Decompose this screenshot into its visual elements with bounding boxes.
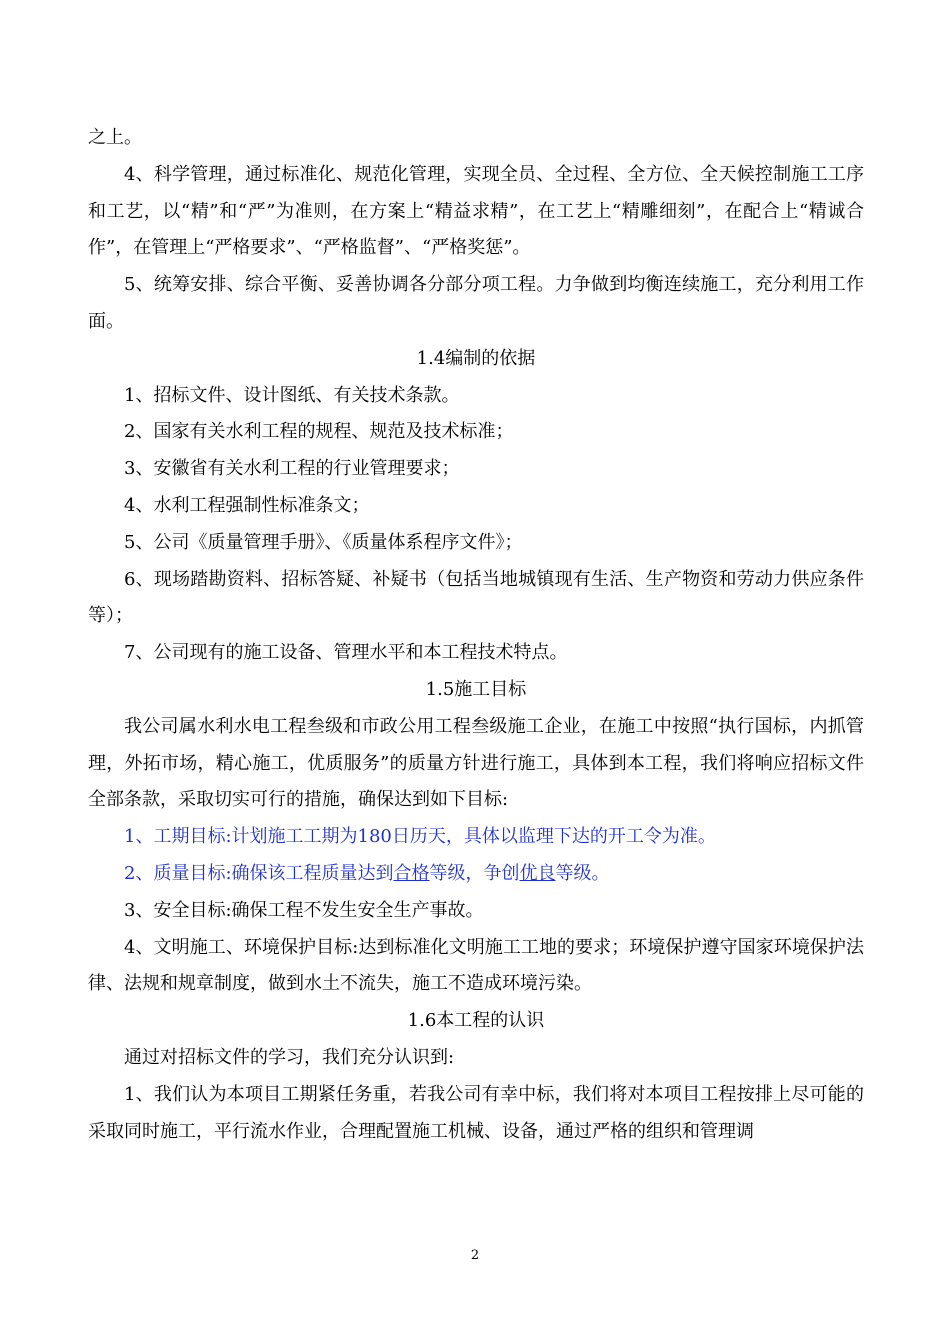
page-number: 2 [470, 1248, 480, 1263]
goal-quality-text-a: 2、质量目标:确保该工程质量达到 [124, 862, 394, 884]
goal-schedule: 1、工期目标:计划施工工期为180日历天，具体以监理下达的开工令为准。 [124, 826, 716, 848]
goal-quality-text-b: 等级，争创 [429, 862, 520, 884]
goals-intro: 我公司属水利水电工程叁级和市政公用工程叁级施工企业，在施工中按照“执行国标，内抓管理，外拓市场，精心施工，优质服务”的质量方针进行施工，具体到本工程，我们将响应招标文件全部条款，采取切实可行的措施，确保达到如下目标: [88, 715, 864, 811]
goal-quality-grade-qualified: 合格 [393, 862, 430, 884]
basis-item-5: 5、公司《质量管理手册》、《质量体系程序文件》； [124, 531, 523, 553]
basis-item-2: 2、国家有关水利工程的规程、规范及技术标准； [124, 421, 514, 443]
goal-quality [88, 856, 864, 893]
basis-item-3: 3、安徽省有关水利工程的行业管理要求； [124, 458, 460, 480]
understanding-item-1: 1、我们认为本项目工期紧任务重，若我公司有幸中标，我们将对本项目工程按排上尽可能的采取同时施工，平行流水作业，合理配置施工机械、设备，通过严格的组织和管理调 [88, 1083, 864, 1142]
goal-environment: 4、文明施工、环境保护目标:达到标准化文明施工工地的要求；环境保护遵守国家环境保护法律、法规和规章制度，做到水土不流失，施工不造成环境污染。 [88, 936, 864, 995]
goal-safety: 3、安全目标:确保工程不发生安全生产事故。 [124, 899, 484, 921]
section-heading-1-6: 1.6本工程的认识 [407, 1010, 545, 1032]
basis-item-7: 7、公司现有的施工设备、管理水平和本工程技术特点。 [124, 642, 568, 664]
understanding-intro: 通过对招标文件的学习，我们充分认识到: [124, 1046, 455, 1068]
document-body [88, 120, 864, 1150]
paragraph-coordination: 5、统筹安排、综合平衡、妥善协调各分部分项工程。力争做到均衡连续施工，充分利用工作面。 [88, 274, 864, 332]
goal-quality-grade-excellent: 优良 [519, 862, 556, 884]
basis-item-6: 6、现场踏勘资料、招标答疑、补疑书（包括当地城镇现有生活、生产物资和劳动力供应条件等）； [88, 568, 864, 627]
paragraph-management: 4、科学管理，通过标准化、规范化管理，实现全员、全过程、全方位、全天候控制施工工序和工艺，以“精”和“严”为准则，在方案上“精益求精”，在工艺上“精雕细刻”，在配合上“精诚合作”，在管理上“严格要求”、“严格监督”、“严格奖惩”。 [88, 163, 864, 259]
section-heading-1-4: 1.4编制的依据 [416, 347, 536, 369]
basis-item-1: 1、招标文件、设计图纸、有关技术条款。 [124, 384, 460, 406]
section-heading-1-5: 1.5施工目标 [425, 678, 527, 700]
paragraph-continuation: 之上。 [88, 127, 142, 148]
basis-item-4: 4、水利工程强制性标准条文； [124, 494, 370, 516]
goal-quality-text-c: 等级。 [555, 862, 610, 884]
